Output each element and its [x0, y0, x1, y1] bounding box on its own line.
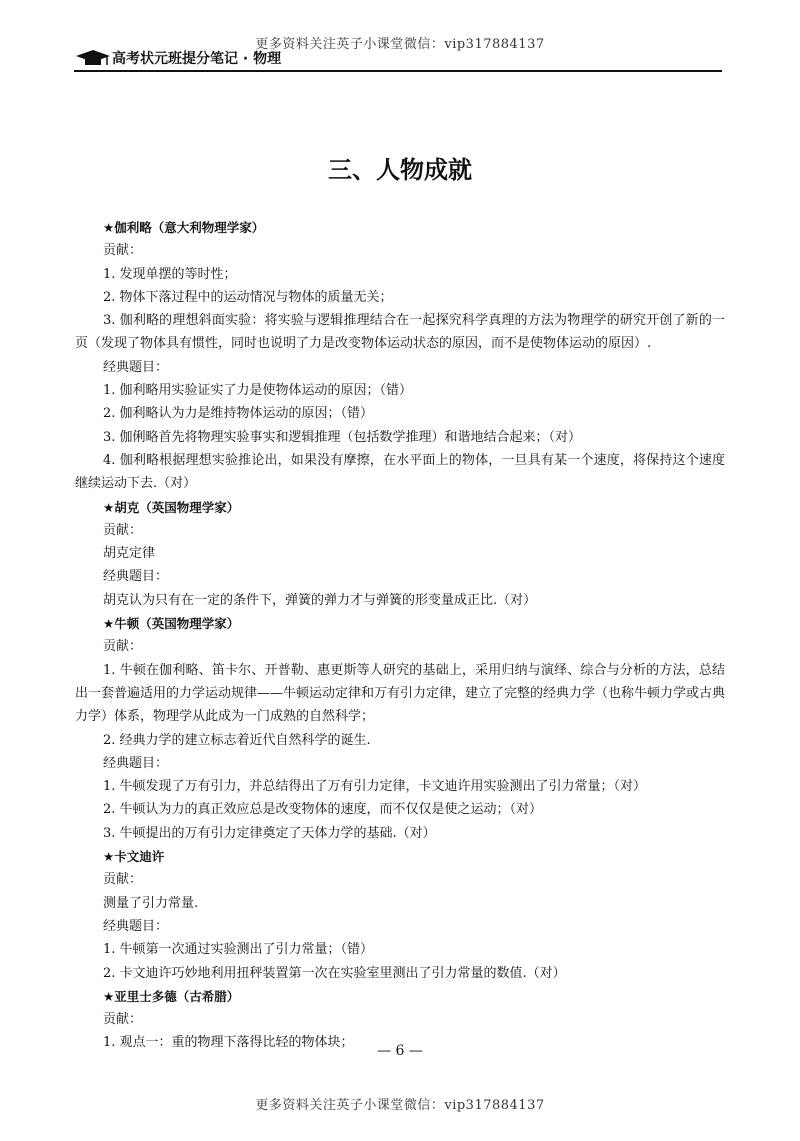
- document-body: [75, 216, 725, 1055]
- text-line: 2. 伽利略认为力是维持物体运动的原因；（错）: [103, 406, 374, 422]
- text-line: 经典题目：: [103, 359, 169, 375]
- text-line: 胡克认为只有在一定的条件下，弹簧的弹力才与弹簧的形变量成正比.（对）: [103, 592, 537, 608]
- page-number: — 6 —: [377, 1043, 423, 1059]
- text-line: 2. 物体下落过程中的运动情况与物体的质量无关；: [103, 289, 393, 305]
- page-header: [74, 46, 722, 70]
- person-heading: ★胡克（英国物理学家）: [103, 499, 240, 515]
- text-line: 贡献：: [103, 1012, 143, 1028]
- text-line: 1. 牛顿在伽利略、笛卡尔、开普勒、惠更斯等人研究的基础上，采用归纳与演绎、综合与分析的方法，总结出一套普遍适用的力学运动规律——牛顿运动定律和万有引力定律，建立了完整的经典力学（也称牛顿力学或古典力学）体系，物理学从此成为一门成熟的自然科学；: [75, 662, 726, 725]
- text-line: 经典题目：: [103, 569, 169, 585]
- text-line: 1. 牛顿第一次通过实验测出了引力常量；（错）: [103, 942, 374, 958]
- section-title: 三、人物成就: [328, 155, 472, 184]
- text-line: 2. 牛顿认为力的真正效应总是改变物体的速度，而不仅仅是使之运动；（对）: [103, 802, 543, 818]
- person-heading: ★伽利略（意大利物理学家）: [103, 220, 265, 235]
- text-line: 3. 伽俐略首先将物理实验事实和逻辑推理（包括数学推理）和谐地结合起来；（对）: [103, 429, 582, 445]
- header-rule: [74, 70, 722, 72]
- watermark-top: 更多资料关注英子小课堂微信：vip317884137: [255, 37, 545, 52]
- text-line: 经典题目：: [103, 918, 169, 934]
- person-heading: ★牛顿（英国物理学家）: [103, 616, 240, 632]
- text-line: 贡献：: [103, 243, 143, 259]
- text-line: 贡献：: [103, 522, 143, 538]
- text-line: 1. 伽利略用实验证实了力是使物体运动的原因；（错）: [103, 383, 413, 399]
- text-line: 1. 发现单摆的等时性；: [103, 266, 237, 282]
- text-line: 2. 经典力学的建立标志着近代自然科学的诞生.: [103, 732, 371, 748]
- header-title: 高考状元班提分笔记 · 物理: [112, 51, 282, 67]
- text-line: 经典题目：: [103, 755, 169, 771]
- text-line: 3. 牛顿提出的万有引力定律奠定了天体力学的基础.（对）: [103, 825, 436, 841]
- text-line: 胡克定律: [103, 546, 156, 562]
- text-line: 1. 观点一：重的物理下落得比轻的物体块；: [103, 1035, 354, 1051]
- person-heading: ★卡文迪许: [103, 849, 165, 865]
- watermark-bottom: 更多资料关注英子小课堂微信：vip317884137: [255, 1098, 545, 1113]
- text-line: 2. 卡文迪许巧妙地利用扭秤装置第一次在实验室里测出了引力常量的数值.（对）: [103, 965, 566, 981]
- text-line: 贡献：: [103, 639, 143, 655]
- person-heading: ★亚里士多德（古希腊）: [103, 988, 240, 1004]
- text-line: 4. 伽利略根据理想实验推论出，如果没有摩擦，在水平面上的物体，一旦具有某一个速度，将保持这个速度继续运动下去.（对）: [75, 452, 725, 492]
- graduation-cap-icon: [74, 48, 112, 68]
- text-line: 1. 牛顿发现了万有引力，并总结得出了万有引力定律，卡文迪许用实验测出了引力常量；（对）: [103, 779, 647, 795]
- text-line: 贡献：: [103, 872, 143, 888]
- text-line: 3. 伽利略的理想斜面实验：将实验与逻辑推理结合在一起探究科学真理的方法为物理学的研究开创了新的一页（发现了物体具有惯性，同时也说明了力是改变物体运动状态的原因，而不是使物体运动的原因）.: [75, 313, 725, 352]
- text-line: 测量了引力常量.: [103, 895, 199, 911]
